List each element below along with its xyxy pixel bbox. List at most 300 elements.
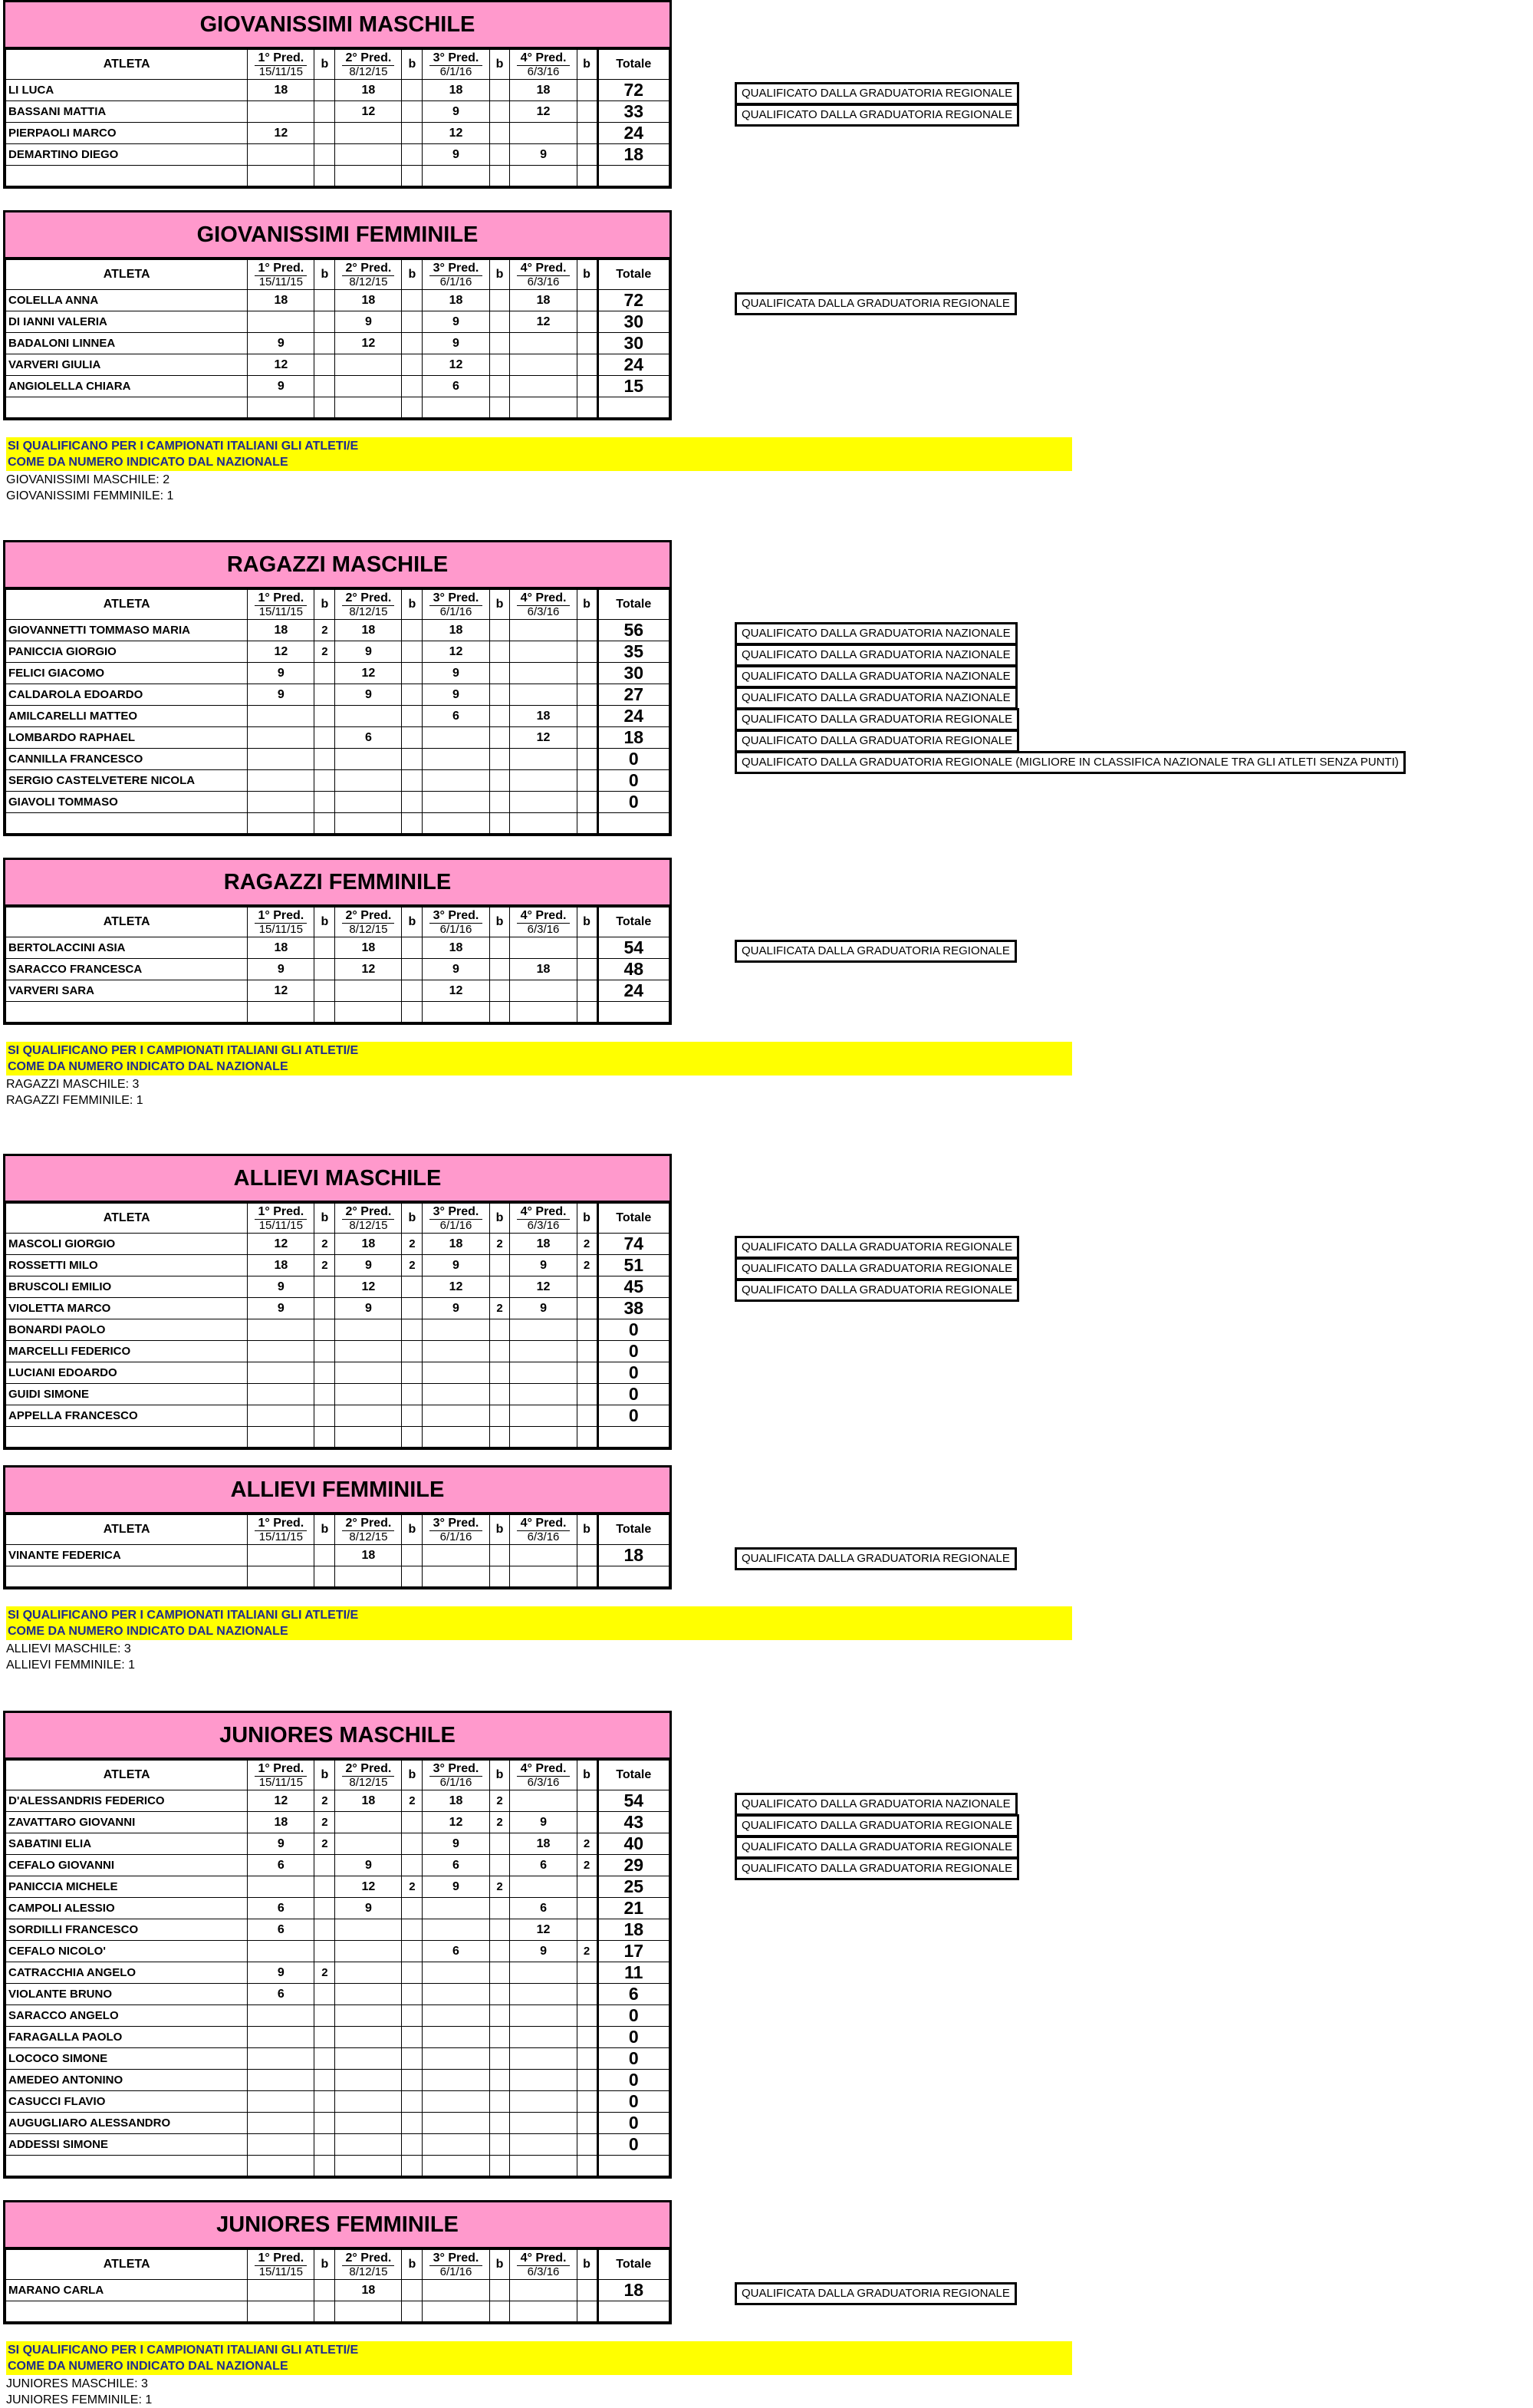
score-cell <box>248 2091 314 2113</box>
score-cell <box>423 1962 489 1984</box>
bonus-cell <box>314 684 335 706</box>
score-cell <box>335 1812 402 1833</box>
total-cell: 54 <box>597 937 669 959</box>
ranking-table-box <box>3 1154 672 1450</box>
bonus-cell <box>402 641 423 663</box>
athlete-row <box>6 1876 669 1898</box>
score-cell: 12 <box>248 354 314 376</box>
score-cell: 9 <box>423 684 489 706</box>
bonus-cell <box>402 2048 423 2070</box>
athlete-row <box>6 123 669 144</box>
bonus-cell <box>577 1276 597 1298</box>
header-bonus: b <box>577 1761 597 1790</box>
empty-cell <box>402 397 423 418</box>
score-cell <box>510 1790 577 1812</box>
bonus-cell <box>577 792 597 813</box>
empty-row <box>6 166 669 186</box>
header-pred-1 <box>248 2250 314 2280</box>
empty-cell <box>335 397 402 418</box>
total-cell: 0 <box>597 1384 669 1405</box>
bonus-cell <box>314 1545 335 1566</box>
bonus-cell <box>489 354 510 376</box>
score-cell <box>510 2113 577 2134</box>
header-pred-3 <box>423 50 489 80</box>
empty-cell <box>577 2301 597 2322</box>
score-cell <box>510 2091 577 2113</box>
score-cell: 12 <box>248 1234 314 1255</box>
total-cell: 25 <box>597 1876 669 1898</box>
total-cell: 0 <box>597 749 669 770</box>
ranking-table <box>5 259 669 418</box>
athlete-row <box>6 1405 669 1427</box>
header-athlete: ATLETA <box>6 1761 248 1790</box>
score-cell <box>335 1984 402 2005</box>
score-cell <box>423 770 489 792</box>
qualification-badge: QUALIFICATO DALLA GRADUATORIA NAZIONALE <box>735 644 1018 667</box>
header-bonus: b <box>577 50 597 80</box>
bonus-cell <box>314 1384 335 1405</box>
qualification-badge: QUALIFICATO DALLA GRADUATORIA REGIONALE <box>735 730 1019 753</box>
empty-cell <box>248 2301 314 2322</box>
bonus-cell <box>489 333 510 354</box>
score-cell: 9 <box>423 101 489 123</box>
empty-cell <box>489 1427 510 1448</box>
header-pred-4 <box>510 260 577 290</box>
qualification-note <box>6 1606 1072 1640</box>
header-pred-3 <box>423 590 489 620</box>
athlete-name: ROSSETTI MILO <box>6 1255 248 1276</box>
bonus-cell <box>402 749 423 770</box>
empty-cell <box>489 166 510 186</box>
athlete-row <box>6 1362 669 1384</box>
bonus-cell <box>314 1898 335 1919</box>
header-bonus: b <box>489 590 510 620</box>
empty-cell <box>423 813 489 834</box>
header-athlete: ATLETA <box>6 50 248 80</box>
total-cell: 33 <box>597 101 669 123</box>
pred-date: 15/11/15 <box>255 2265 307 2278</box>
score-cell <box>248 1941 314 1962</box>
bonus-cell <box>489 101 510 123</box>
bonus-cell <box>577 1790 597 1812</box>
bonus-cell <box>402 1941 423 1962</box>
athlete-name: BONARDI PAOLO <box>6 1319 248 1341</box>
bonus-cell <box>314 727 335 749</box>
bonus-cell <box>489 1919 510 1941</box>
athlete-name: APPELLA FRANCESCO <box>6 1405 248 1427</box>
score-cell: 6 <box>510 1855 577 1876</box>
score-cell <box>510 2005 577 2027</box>
bonus-cell <box>489 727 510 749</box>
empty-cell <box>248 397 314 418</box>
score-cell <box>423 2134 489 2156</box>
header-bonus: b <box>314 1204 335 1234</box>
athlete-name: SARACCO ANGELO <box>6 2005 248 2027</box>
athlete-name: AUGUGLIARO ALESSANDRO <box>6 2113 248 2134</box>
bonus-cell <box>489 1255 510 1276</box>
pred-label: 4° Pred. <box>520 1516 567 1530</box>
score-cell: 12 <box>423 980 489 1002</box>
athlete-row <box>6 937 669 959</box>
score-cell: 18 <box>510 706 577 727</box>
empty-row <box>6 1427 669 1448</box>
total-cell: 30 <box>597 663 669 684</box>
bonus-cell <box>489 749 510 770</box>
pred-date: 6/3/16 <box>517 1530 569 1543</box>
score-cell: 9 <box>423 144 489 166</box>
empty-cell <box>314 2301 335 2322</box>
empty-cell <box>335 1566 402 1587</box>
bonus-cell <box>314 2048 335 2070</box>
score-cell <box>423 727 489 749</box>
athlete-name: LOMBARDO RAPHAEL <box>6 727 248 749</box>
empty-cell <box>510 813 577 834</box>
header-pred-1 <box>248 908 314 937</box>
total-cell: 0 <box>597 1341 669 1362</box>
score-cell: 6 <box>248 1855 314 1876</box>
score-cell <box>335 980 402 1002</box>
empty-cell <box>402 2156 423 2176</box>
score-cell: 9 <box>335 1298 402 1319</box>
total-cell: 74 <box>597 1234 669 1255</box>
athlete-row <box>6 663 669 684</box>
header-bonus: b <box>489 260 510 290</box>
bonus-cell <box>577 1898 597 1919</box>
bonus-cell <box>314 980 335 1002</box>
bonus-cell <box>489 641 510 663</box>
athlete-row <box>6 2091 669 2113</box>
header-bonus: b <box>402 1515 423 1545</box>
bonus-cell <box>402 980 423 1002</box>
score-cell <box>335 1362 402 1384</box>
empty-cell <box>577 813 597 834</box>
header-bonus: b <box>489 2250 510 2280</box>
empty-cell <box>314 166 335 186</box>
pred-date: 8/12/15 <box>342 65 394 78</box>
score-cell <box>335 2134 402 2156</box>
total-cell: 0 <box>597 792 669 813</box>
score-cell: 6 <box>510 1898 577 1919</box>
score-cell <box>248 2113 314 2134</box>
score-cell: 18 <box>423 290 489 311</box>
quota-line: GIOVANISSIMI MASCHILE: 2 <box>6 473 170 486</box>
header-pred-1 <box>248 50 314 80</box>
bonus-cell <box>489 1405 510 1427</box>
pred-label: 3° Pred. <box>433 51 479 64</box>
bonus-cell <box>489 2027 510 2048</box>
pred-date: 15/11/15 <box>255 275 307 288</box>
empty-cell <box>597 1566 669 1587</box>
score-cell: 9 <box>335 684 402 706</box>
athlete-row <box>6 1833 669 1855</box>
score-cell <box>510 641 577 663</box>
athlete-name: BRUSCOLI EMILIO <box>6 1276 248 1298</box>
note-line: COME DA NUMERO INDICATO DAL NAZIONALE <box>8 456 288 469</box>
score-cell <box>423 2005 489 2027</box>
empty-cell <box>577 1427 597 1448</box>
ranking-table <box>5 2249 669 2322</box>
bonus-cell <box>402 770 423 792</box>
empty-cell <box>6 1566 248 1587</box>
pred-date: 6/3/16 <box>517 275 569 288</box>
score-cell <box>248 2027 314 2048</box>
empty-cell <box>597 1427 669 1448</box>
score-cell <box>423 2070 489 2091</box>
empty-cell <box>510 2156 577 2176</box>
ranking-table-box <box>3 1465 672 1589</box>
qualification-badge: QUALIFICATA DALLA GRADUATORIA REGIONALE <box>735 2282 1017 2305</box>
total-cell: 0 <box>597 2113 669 2134</box>
pred-label: 1° Pred. <box>258 51 304 64</box>
score-cell <box>248 770 314 792</box>
total-cell: 38 <box>597 1298 669 1319</box>
pred-label: 3° Pred. <box>433 1516 479 1530</box>
bonus-cell <box>489 770 510 792</box>
empty-cell <box>314 813 335 834</box>
athlete-name: AMEDEO ANTONINO <box>6 2070 248 2091</box>
bonus-cell <box>577 290 597 311</box>
bonus-cell <box>402 123 423 144</box>
bonus-cell <box>314 290 335 311</box>
header-bonus: b <box>402 50 423 80</box>
empty-row <box>6 397 669 418</box>
bonus-cell <box>577 1362 597 1384</box>
athlete-row <box>6 2070 669 2091</box>
quota-line: RAGAZZI MASCHILE: 3 <box>6 1078 140 1091</box>
bonus-cell <box>314 1298 335 1319</box>
score-cell <box>335 354 402 376</box>
pred-date: 6/3/16 <box>517 2265 569 2278</box>
athlete-name: LI LUCA <box>6 80 248 101</box>
empty-cell <box>6 1427 248 1448</box>
pred-date: 15/11/15 <box>255 923 307 936</box>
score-cell: 9 <box>335 641 402 663</box>
empty-cell <box>402 2301 423 2322</box>
ranking-table <box>5 589 669 834</box>
total-cell: 54 <box>597 1790 669 1812</box>
bonus-cell: 2 <box>314 620 335 641</box>
bonus-cell <box>402 333 423 354</box>
empty-cell <box>489 2156 510 2176</box>
athlete-name: ADDESSI SIMONE <box>6 2134 248 2156</box>
qualification-badge: QUALIFICATO DALLA GRADUATORIA REGIONALE <box>735 82 1019 105</box>
bonus-cell <box>402 959 423 980</box>
bonus-cell <box>489 1941 510 1962</box>
empty-cell <box>335 2156 402 2176</box>
score-cell: 18 <box>510 1833 577 1855</box>
athlete-row <box>6 1941 669 1962</box>
qualification-badge: QUALIFICATO DALLA GRADUATORIA NAZIONALE <box>735 1793 1018 1816</box>
score-cell: 6 <box>423 1941 489 1962</box>
section-title: GIOVANISSIMI FEMMINILE <box>5 212 669 259</box>
score-cell <box>510 1984 577 2005</box>
ranking-table-box <box>3 858 672 1025</box>
empty-cell <box>402 1566 423 1587</box>
score-cell <box>423 2027 489 2048</box>
quota-line: JUNIORES FEMMINILE: 1 <box>6 2393 153 2406</box>
bonus-cell <box>577 1341 597 1362</box>
pred-date: 8/12/15 <box>342 2265 394 2278</box>
athlete-name: COLELLA ANNA <box>6 290 248 311</box>
quota-line: GIOVANISSIMI FEMMINILE: 1 <box>6 489 174 502</box>
header-pred-2 <box>335 590 402 620</box>
score-cell: 12 <box>248 641 314 663</box>
score-cell: 18 <box>335 1790 402 1812</box>
score-cell: 12 <box>335 101 402 123</box>
pred-label: 1° Pred. <box>258 908 304 922</box>
bonus-cell <box>314 1319 335 1341</box>
score-cell: 9 <box>510 1812 577 1833</box>
bonus-cell <box>314 2280 335 2301</box>
quota-line: JUNIORES MASCHILE: 3 <box>6 2377 148 2390</box>
score-cell <box>423 2113 489 2134</box>
score-cell <box>510 1384 577 1405</box>
empty-cell <box>314 2156 335 2176</box>
athlete-row <box>6 101 669 123</box>
bonus-cell <box>489 684 510 706</box>
bonus-cell: 2 <box>489 1812 510 1833</box>
bonus-cell <box>489 2134 510 2156</box>
empty-cell <box>335 1427 402 1448</box>
empty-cell <box>6 813 248 834</box>
total-cell: 11 <box>597 1962 669 1984</box>
total-cell: 24 <box>597 980 669 1002</box>
bonus-cell <box>402 290 423 311</box>
bonus-cell <box>402 2070 423 2091</box>
bonus-cell <box>402 1405 423 1427</box>
empty-cell <box>489 1566 510 1587</box>
bonus-cell: 2 <box>402 1876 423 1898</box>
total-cell: 17 <box>597 1941 669 1962</box>
bonus-cell: 2 <box>314 1962 335 1984</box>
empty-cell <box>510 166 577 186</box>
score-cell: 6 <box>423 706 489 727</box>
bonus-cell <box>402 1984 423 2005</box>
section-title: JUNIORES FEMMINILE <box>5 2202 669 2249</box>
pred-label: 4° Pred. <box>520 51 567 64</box>
empty-cell <box>577 2156 597 2176</box>
bonus-cell <box>402 1919 423 1941</box>
score-cell <box>248 311 314 333</box>
bonus-cell <box>402 663 423 684</box>
score-cell <box>335 770 402 792</box>
total-cell: 21 <box>597 1898 669 1919</box>
note-line: SI QUALIFICANO PER I CAMPIONATI ITALIANI GLI ATLETI/E <box>8 2344 359 2357</box>
pred-date: 6/1/16 <box>429 1530 482 1543</box>
header-bonus: b <box>577 260 597 290</box>
score-cell: 6 <box>423 376 489 397</box>
total-cell: 24 <box>597 354 669 376</box>
bonus-cell: 2 <box>314 1790 335 1812</box>
total-cell: 29 <box>597 1855 669 1876</box>
score-cell <box>335 2070 402 2091</box>
qualification-badge: QUALIFICATO DALLA GRADUATORIA REGIONALE <box>735 1836 1019 1859</box>
pred-label: 2° Pred. <box>345 51 392 64</box>
score-cell: 12 <box>423 1276 489 1298</box>
bonus-cell <box>402 1298 423 1319</box>
bonus-cell: 2 <box>489 1876 510 1898</box>
bonus-cell <box>402 2091 423 2113</box>
header-pred-2 <box>335 260 402 290</box>
bonus-cell <box>489 1833 510 1855</box>
score-cell: 9 <box>248 1298 314 1319</box>
score-cell <box>335 1941 402 1962</box>
total-cell: 0 <box>597 2027 669 2048</box>
athlete-name: VARVERI SARA <box>6 980 248 1002</box>
pred-date: 8/12/15 <box>342 1530 394 1543</box>
bonus-cell <box>402 792 423 813</box>
score-cell: 6 <box>248 1898 314 1919</box>
score-cell: 12 <box>510 311 577 333</box>
bonus-cell <box>314 101 335 123</box>
empty-cell <box>577 166 597 186</box>
athlete-row <box>6 1234 669 1255</box>
bonus-cell <box>489 1276 510 1298</box>
bonus-cell: 2 <box>314 1812 335 1833</box>
section-title: ALLIEVI FEMMINILE <box>5 1468 669 1514</box>
bonus-cell <box>577 123 597 144</box>
score-cell: 6 <box>423 1855 489 1876</box>
pred-label: 4° Pred. <box>520 1761 567 1775</box>
athlete-row <box>6 684 669 706</box>
qualification-badge: QUALIFICATO DALLA GRADUATORIA REGIONALE <box>735 1279 1019 1302</box>
pred-date: 6/3/16 <box>517 1219 569 1232</box>
score-cell: 12 <box>510 101 577 123</box>
score-cell <box>423 792 489 813</box>
empty-cell <box>248 813 314 834</box>
bonus-cell <box>489 123 510 144</box>
score-cell <box>248 2280 314 2301</box>
empty-cell <box>402 166 423 186</box>
header-bonus: b <box>314 1761 335 1790</box>
athlete-row <box>6 2005 669 2027</box>
pred-date: 6/1/16 <box>429 1219 482 1232</box>
qualification-badge: QUALIFICATO DALLA GRADUATORIA REGIONALE <box>735 104 1019 127</box>
score-cell: 9 <box>248 684 314 706</box>
bonus-cell <box>489 2005 510 2027</box>
empty-row <box>6 1566 669 1587</box>
pred-label: 3° Pred. <box>433 908 479 922</box>
empty-cell <box>335 1002 402 1023</box>
bonus-cell <box>314 1341 335 1362</box>
empty-cell <box>489 397 510 418</box>
empty-cell <box>597 166 669 186</box>
athlete-name: DEMARTINO DIEGO <box>6 144 248 166</box>
header-bonus: b <box>489 1204 510 1234</box>
athlete-row <box>6 749 669 770</box>
total-cell: 45 <box>597 1276 669 1298</box>
athlete-row <box>6 727 669 749</box>
score-cell <box>423 1898 489 1919</box>
pred-label: 2° Pred. <box>345 591 392 604</box>
score-cell <box>248 2048 314 2070</box>
athlete-row <box>6 770 669 792</box>
score-cell <box>510 2280 577 2301</box>
bonus-cell <box>402 354 423 376</box>
empty-cell <box>402 1002 423 1023</box>
bonus-cell <box>402 2134 423 2156</box>
score-cell: 18 <box>335 2280 402 2301</box>
empty-row <box>6 1002 669 1023</box>
header-pred-4 <box>510 1515 577 1545</box>
athlete-row <box>6 792 669 813</box>
header-pred-4 <box>510 908 577 937</box>
bonus-cell <box>577 1319 597 1341</box>
bonus-cell <box>314 1919 335 1941</box>
header-bonus: b <box>314 908 335 937</box>
bonus-cell <box>489 937 510 959</box>
athlete-row <box>6 1298 669 1319</box>
